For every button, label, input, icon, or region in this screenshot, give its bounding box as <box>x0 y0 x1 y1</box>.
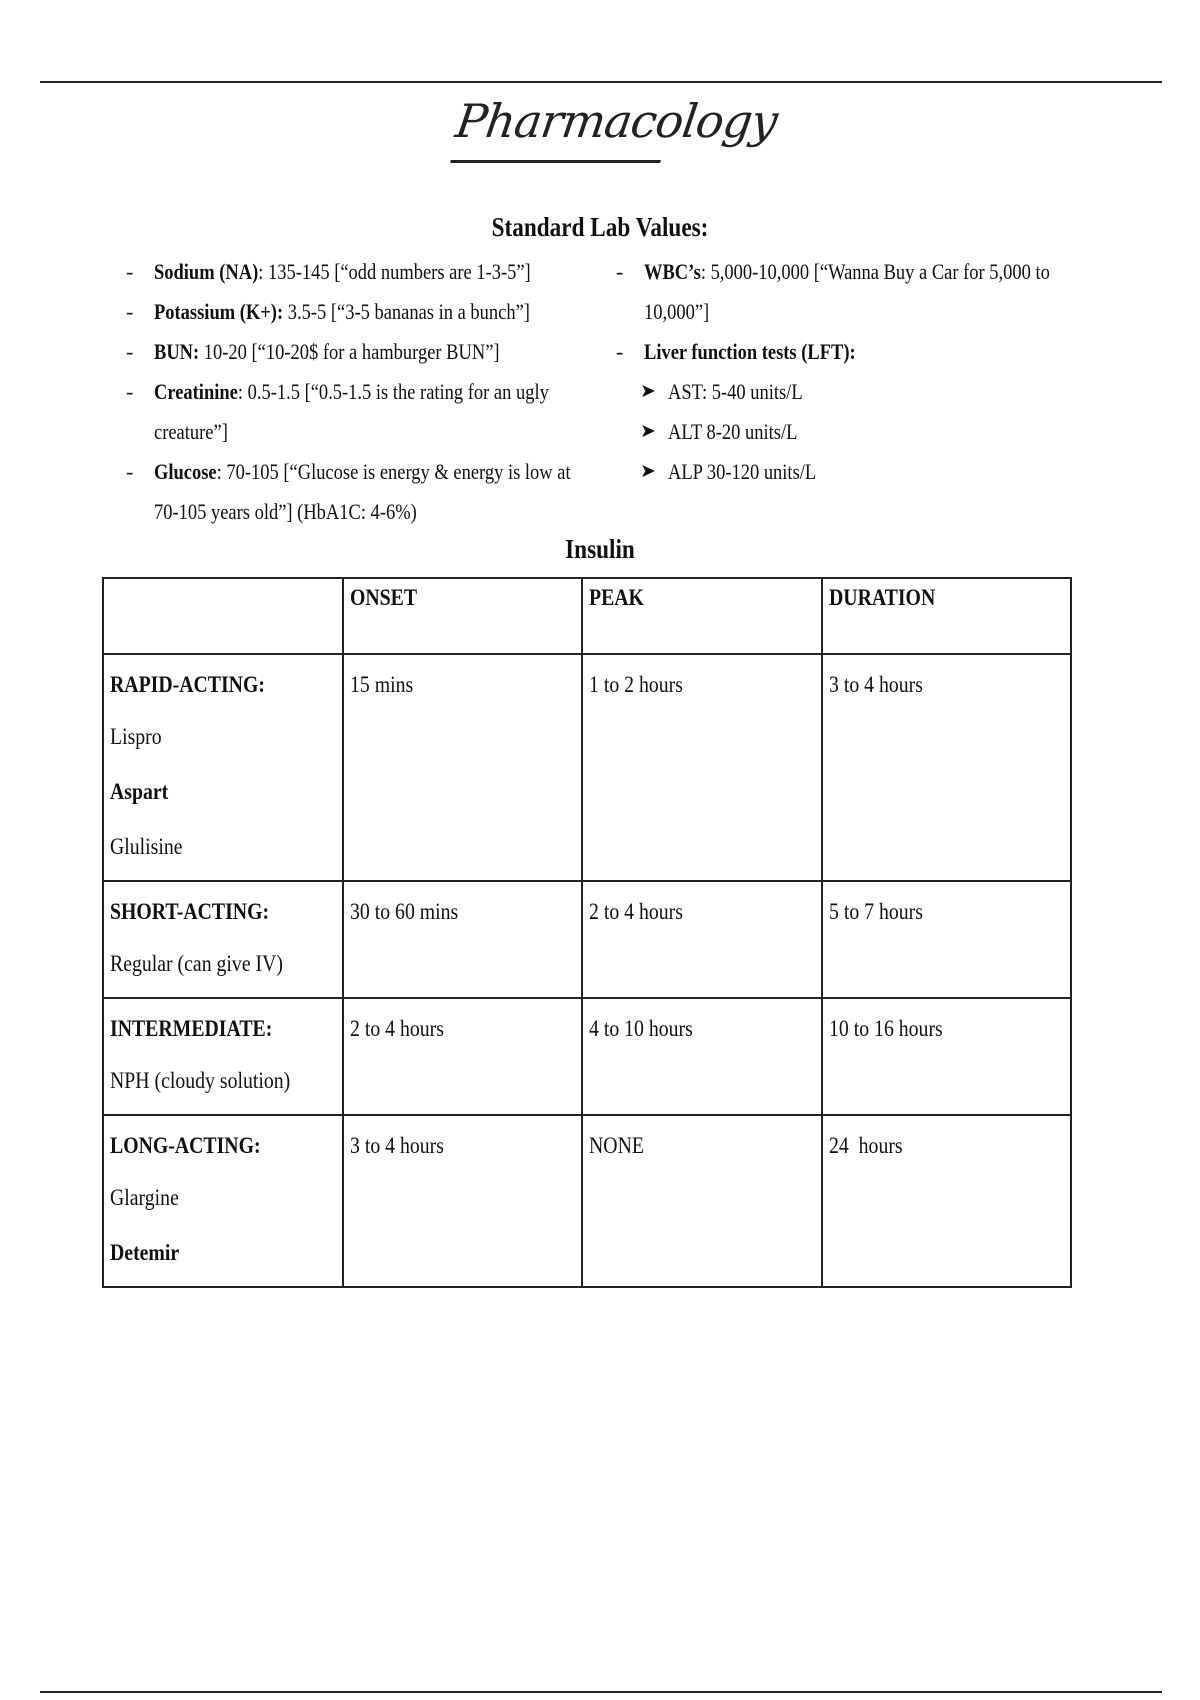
table-row <box>103 881 1071 998</box>
peak-cell: 1 to 2 hours <box>582 654 821 881</box>
insulin-drug: Glargine <box>110 1185 179 1210</box>
insulin-type: RAPID-ACTING: <box>110 672 265 697</box>
lab-value: : 5,000-10,000 [“Wanna Buy a Car for 5,000 to <box>700 259 1050 284</box>
insulin-type-cell <box>103 881 343 998</box>
insulin-drug: Detemir <box>110 1240 180 1265</box>
bullet-dash: - <box>126 339 134 364</box>
lft-item-ast <box>608 372 1028 412</box>
peak-cell: NONE <box>582 1115 821 1287</box>
table-row <box>103 654 1071 881</box>
lab-value: 10-20 [“10-20$ for a hamburger BUN”] <box>199 339 500 364</box>
lft-item-alt <box>608 412 1028 452</box>
lft-value: AST: 5-40 units/L <box>668 379 803 404</box>
lab-values-right-list <box>608 252 1050 492</box>
bullet-dash: - <box>126 259 134 284</box>
table-header-row <box>103 578 1071 654</box>
insulin-drug: Regular (can give IV) <box>110 951 284 976</box>
insulin-type: SHORT-ACTING: <box>110 899 270 924</box>
lab-label: Sodium (NA) <box>154 259 259 284</box>
column-header-onset: ONSET <box>343 578 582 654</box>
insulin-type-cell <box>103 1115 343 1287</box>
page-title: Pharmacology <box>450 82 671 163</box>
insulin-type: INTERMEDIATE: <box>110 1016 273 1041</box>
insulin-drug: Glulisine <box>110 834 183 859</box>
table-row <box>103 1115 1071 1287</box>
lab-label: Creatinine <box>154 379 238 404</box>
bullet-dash: - <box>126 379 134 404</box>
lab-value-continued: 10,000”] <box>644 299 710 324</box>
lab-item-potassium <box>118 292 548 332</box>
bullet-dash: - <box>616 259 624 284</box>
insulin-table <box>102 577 1072 1288</box>
duration-cell: 10 to 16 hours <box>822 998 1071 1115</box>
column-header-duration: DURATION <box>822 578 1071 654</box>
bullet-dash: - <box>126 459 134 484</box>
arrow-bullet-icon: ➤ <box>640 461 656 482</box>
lab-item-bun <box>118 332 548 372</box>
insulin-type-cell <box>103 998 343 1115</box>
insulin-heading: Insulin <box>565 534 635 564</box>
lab-value: : 70-105 [“Glucose is energy & energy is low at <box>216 459 571 484</box>
onset-cell: 2 to 4 hours <box>343 998 582 1115</box>
lab-item-creatinine <box>118 372 548 452</box>
insulin-drug: NPH (cloudy solution) <box>110 1068 291 1093</box>
insulin-drug: Lispro <box>110 724 162 749</box>
lft-item-alp <box>608 452 1028 492</box>
duration-cell: 3 to 4 hours <box>822 654 1071 881</box>
lab-label: Liver function tests (LFT): <box>644 339 856 364</box>
arrow-bullet-icon: ➤ <box>640 381 656 402</box>
peak-cell: 2 to 4 hours <box>582 881 821 998</box>
lab-value-continued: creature”] <box>154 419 228 444</box>
lab-value: : 0.5-1.5 [“0.5-1.5 is the rating for an ugly <box>237 379 549 404</box>
lab-item-lft <box>608 332 1028 372</box>
lab-label: WBC’s <box>644 259 701 284</box>
column-header-blank <box>103 578 343 654</box>
insulin-type: LONG-ACTING: <box>110 1133 261 1158</box>
lab-label: BUN: <box>154 339 200 364</box>
table-row <box>103 998 1071 1115</box>
bullet-dash: - <box>616 339 624 364</box>
lab-item-sodium <box>118 252 548 292</box>
insulin-type-cell <box>103 654 343 881</box>
onset-cell: 15 mins <box>343 654 582 881</box>
lab-label: Glucose <box>154 459 217 484</box>
arrow-bullet-icon: ➤ <box>640 421 656 442</box>
lab-label: Potassium (K+): <box>154 299 284 324</box>
lab-values-heading: Standard Lab Values: <box>491 212 709 242</box>
peak-cell: 4 to 10 hours <box>582 998 821 1115</box>
lft-value: ALT 8-20 units/L <box>668 419 798 444</box>
onset-cell: 30 to 60 mins <box>343 881 582 998</box>
onset-cell: 3 to 4 hours <box>343 1115 582 1287</box>
lab-value-continued: 70-105 years old”] (HbA1C: 4-6%) <box>154 499 417 524</box>
insulin-drug: Aspart <box>110 779 169 804</box>
column-header-peak: PEAK <box>582 578 821 654</box>
lab-values-left-list <box>118 252 571 532</box>
duration-cell: 5 to 7 hours <box>822 881 1071 998</box>
lab-item-glucose <box>118 452 571 532</box>
lab-item-wbc <box>608 252 1050 332</box>
lft-value: ALP 30-120 units/L <box>668 459 817 484</box>
bottom-rule <box>40 1691 1162 1693</box>
lab-value: : 135-145 [“odd numbers are 1-3-5”] <box>258 259 531 284</box>
lab-value: 3.5-5 [“3-5 bananas in a bunch”] <box>283 299 530 324</box>
bullet-dash: - <box>126 299 134 324</box>
duration-cell: 24 hours <box>822 1115 1071 1287</box>
